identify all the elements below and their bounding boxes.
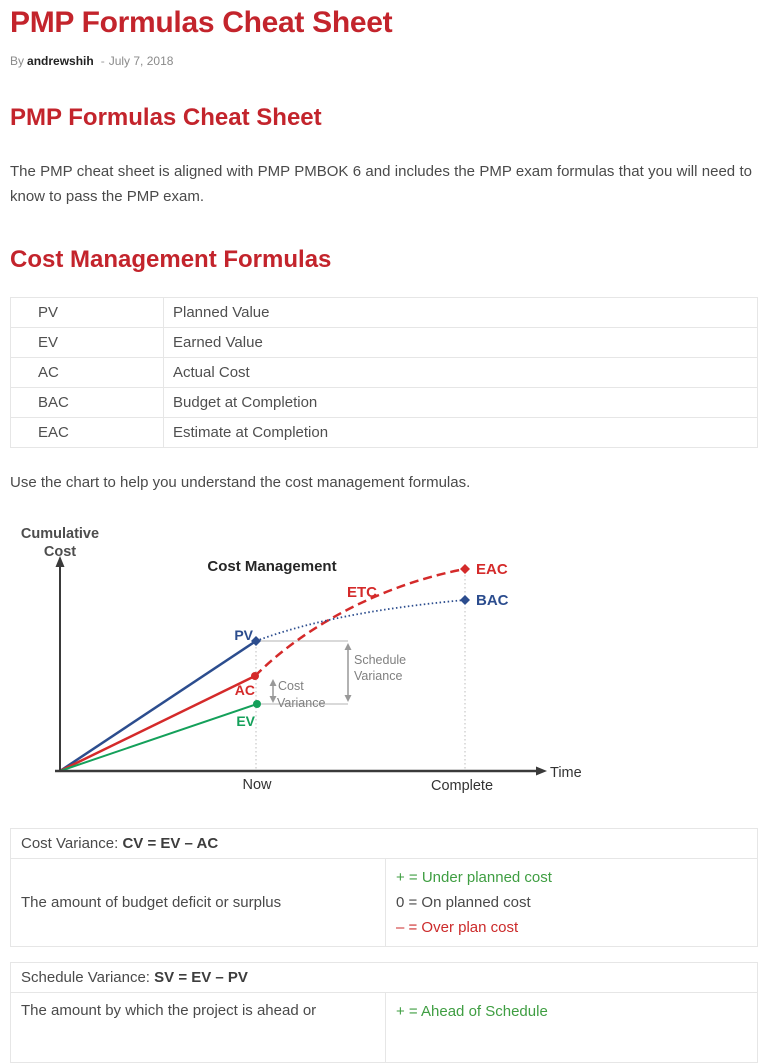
pv-to-bac-curve <box>256 600 465 641</box>
table-row <box>11 418 758 448</box>
cost-management-heading: Cost Management Formulas <box>10 245 332 273</box>
cost-variance-arrowhead-up-icon <box>270 679 277 686</box>
abbr-cell: AC <box>11 358 164 388</box>
etc-label: ETC <box>347 584 377 602</box>
y-axis-label-line2: Cost <box>43 544 77 561</box>
definitions-table <box>10 297 758 448</box>
byline <box>10 54 758 68</box>
y-axis-label-line1: Cumulative <box>20 526 100 543</box>
cost-variance-header-cell <box>11 829 758 859</box>
meaning-cell: Estimate at Completion <box>164 418 758 448</box>
eac-label: EAC <box>476 561 508 579</box>
intro-paragraph: The PMP cheat sheet is aligned with PMP PMBOK 6 and includes the PMP exam formulas that you will need to know to pass the PMP exam. <box>10 162 752 205</box>
ev-point-icon <box>253 700 261 708</box>
meaning-cell: Budget at Completion <box>164 388 758 418</box>
cost-variance-outcomes <box>386 859 758 947</box>
abbr-cell: BAC <box>11 388 164 418</box>
x-axis-label: Time <box>550 765 582 782</box>
now-tick-label: Now <box>242 777 272 794</box>
page-title: PMP Formulas Cheat Sheet <box>10 6 393 39</box>
schedule-variance-formula: SV = EV – PV <box>154 969 248 987</box>
abbr-cell: PV <box>11 298 164 328</box>
outcome-positive: + = Ahead of Schedule <box>396 1003 548 1021</box>
article-heading: PMP Formulas Cheat Sheet <box>10 103 322 131</box>
table-row <box>11 963 758 993</box>
table-row <box>11 328 758 358</box>
table-row <box>11 829 758 859</box>
cost-variance-label: Cost Variance: <box>21 835 123 853</box>
cost-variance-description: The amount of budget deficit or surplus <box>11 859 386 947</box>
chart-intro-paragraph: Use the chart to help you understand the cost management formulas. <box>10 474 471 492</box>
table-row <box>11 298 758 328</box>
schedule-variance-outcomes <box>386 993 758 1063</box>
ac-line <box>60 676 255 771</box>
meaning-cell: Actual Cost <box>164 358 758 388</box>
ac-label: AC <box>234 682 255 699</box>
byline-separator: - <box>100 53 105 68</box>
meaning-cell: Planned Value <box>164 298 758 328</box>
schedule-variance-label-line1: Schedule <box>354 653 407 668</box>
schedule-variance-arrowhead-down-icon <box>345 695 352 702</box>
outcome-zero: 0 = On planned cost <box>396 894 531 912</box>
cost-variance-label-line1: Cost <box>278 679 304 694</box>
ac-point-icon <box>251 672 259 680</box>
byline-by: By <box>10 53 25 68</box>
post-date: July 7, 2018 <box>108 53 174 68</box>
cost-variance-formula: CV = EV – AC <box>122 835 219 853</box>
schedule-variance-label-line2: Variance <box>354 669 403 684</box>
cost-variance-table <box>10 828 758 947</box>
chart-svg <box>10 518 610 808</box>
abbr-cell: EV <box>11 328 164 358</box>
x-axis-arrowhead-icon <box>536 767 547 776</box>
schedule-variance-arrowhead-up-icon <box>345 643 352 650</box>
cost-variance-arrowhead-down-icon <box>270 696 277 703</box>
author-link[interactable]: andrewshih <box>27 53 94 68</box>
outcome-positive: + = Under planned cost <box>396 869 552 887</box>
abbr-cell: EAC <box>11 418 164 448</box>
table-row <box>11 358 758 388</box>
schedule-variance-label: Schedule Variance: <box>21 969 155 987</box>
pv-label: PV <box>234 627 253 644</box>
table-row <box>11 388 758 418</box>
outcome-negative: – = Over plan cost <box>396 919 519 937</box>
bac-label: BAC <box>476 592 509 610</box>
ev-line <box>60 704 257 771</box>
complete-tick-label: Complete <box>430 778 494 795</box>
schedule-variance-table <box>10 962 758 1063</box>
ev-label: EV <box>236 713 255 730</box>
table-row <box>11 859 758 947</box>
cost-management-chart <box>10 518 758 813</box>
bac-point-icon <box>460 595 470 605</box>
schedule-variance-description: The amount by which the project is ahead or <box>11 993 386 1063</box>
chart-title: Cost Management <box>207 558 337 576</box>
schedule-variance-header-cell <box>11 963 758 993</box>
meaning-cell: Earned Value <box>164 328 758 358</box>
table-row <box>11 993 758 1063</box>
pv-line <box>60 641 256 771</box>
eac-point-icon <box>460 564 470 574</box>
cost-variance-label-line2: Variance <box>277 696 326 711</box>
